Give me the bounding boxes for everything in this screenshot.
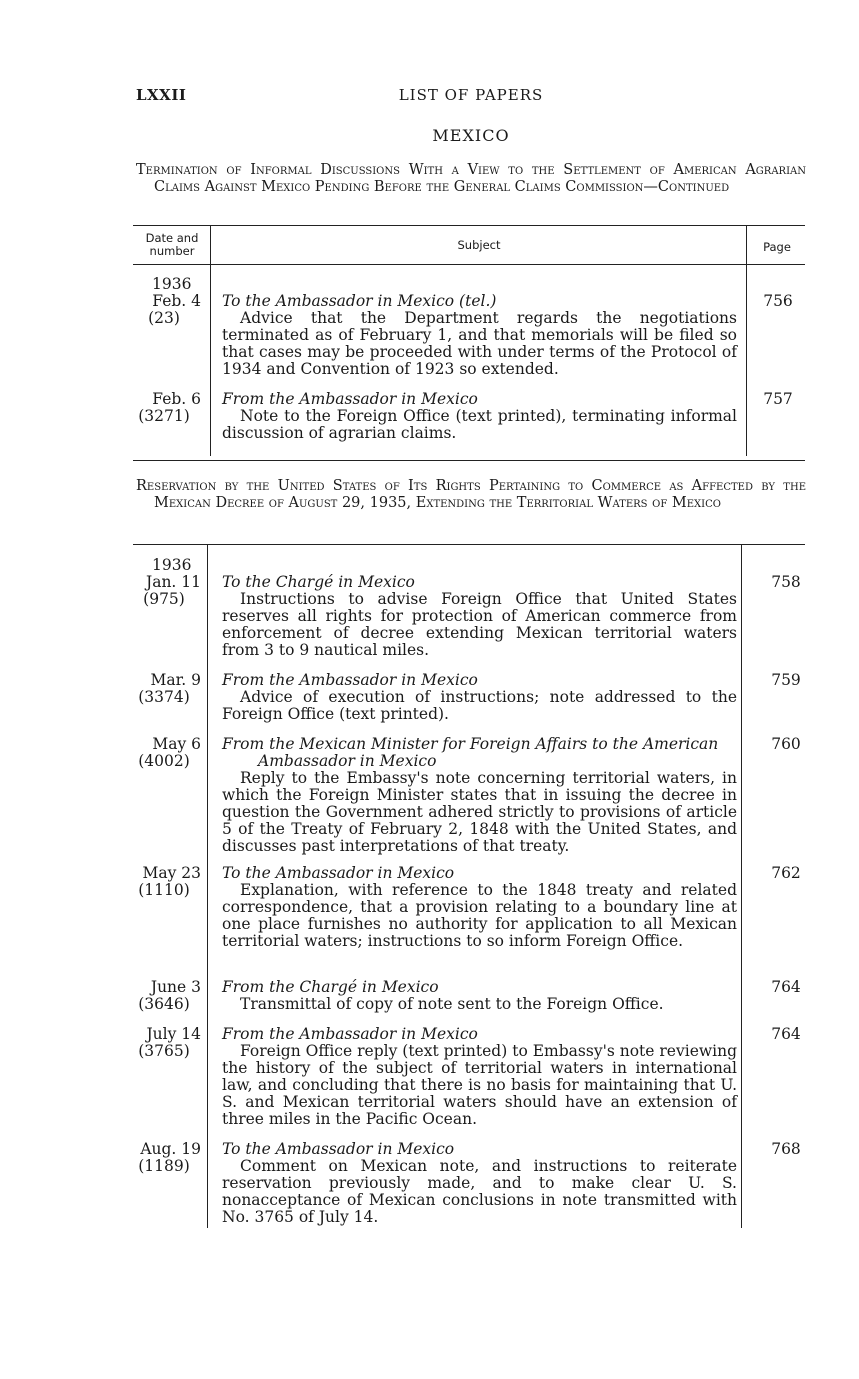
entry-date: June 3 <box>150 978 201 996</box>
page-folio: LXXII <box>136 86 187 104</box>
section-title-agrarian-claims: Termination of Informal Discussions With a View to the Settlement of American Agrarian Claims Against Mexico Pending Before the General Claims Commission—Continued <box>136 162 806 195</box>
entry-description: Explanation, with reference to the 1848 treaty and related correspondence, that a provision relating to a boundary line at one place furnishes no authority for application to all Mexican territorial waters; instructions to so inform Foreign Office. <box>222 881 737 950</box>
table-header-rule <box>133 264 805 265</box>
entry-number: (975) <box>143 590 185 608</box>
entry-description: Note to the Foreign Office (text printed), terminating informal discussion of agrarian claims. <box>222 407 737 442</box>
entry-date: Mar. 9 <box>150 671 201 689</box>
entry-number: (3271) <box>138 407 190 425</box>
entry-heading: To the Ambassador in Mexico (tel.) <box>222 292 497 310</box>
entry-date: Feb. 6 <box>152 390 201 408</box>
year-label: 1936 <box>152 556 192 574</box>
entry-description: Reply to the Embassy's note concerning territorial waters, in which the Foreign Minister states that in issuing the decree in question the Government adhered strictly to provisions of article 5 of the Treaty of February 2, 1848 with the United States, and discusses past interpretations of that treaty. <box>222 769 737 855</box>
entry-number: (23) <box>148 309 180 327</box>
entry-heading: To the Ambassador in Mexico <box>222 1140 455 1158</box>
entry-heading: From the Ambassador in Mexico <box>222 1025 478 1043</box>
entry-subject <box>222 1141 737 1226</box>
entry-subject <box>222 391 737 442</box>
table-top-rule <box>133 225 805 226</box>
section-title-territorial-waters: Reservation by the United States of Its Rights Pertaining to Commerce as Affected by the Mexican Decree of August 29, 1935, Extending the Territorial Waters of Mexico <box>136 478 806 511</box>
entry-heading: To the Chargé in Mexico <box>222 573 415 591</box>
entry-heading: To the Ambassador in Mexico <box>222 864 455 882</box>
entry-heading: From the Ambassador in Mexico <box>222 671 478 689</box>
entry-subject <box>222 672 737 723</box>
column-header-date: Date and number <box>145 231 199 258</box>
section-divider-rule <box>133 460 805 461</box>
entry-subject <box>222 979 737 1013</box>
running-title: LIST OF PAPERS <box>398 86 544 104</box>
column-header-page: Page <box>763 240 791 254</box>
entry-subject <box>222 574 737 659</box>
column-header-subject: Subject <box>457 238 501 252</box>
entry-heading: From the Chargé in Mexico <box>222 978 439 996</box>
country-heading: MEXICO <box>432 126 510 145</box>
entry-heading-continuation: Ambassador in Mexico <box>258 752 437 770</box>
entry-page: 762 <box>771 864 801 882</box>
entry-page: 758 <box>771 573 801 591</box>
entry-subject <box>222 865 737 950</box>
entry-description: Advice of execution of instructions; note addressed to the Foreign Office (text printed). <box>222 688 737 723</box>
entry-date: Feb. 4 <box>152 292 201 310</box>
entry-date: May 6 <box>152 735 201 753</box>
entry-page: 756 <box>763 292 793 310</box>
entry-subject <box>222 293 737 378</box>
entry-heading: From the Ambassador in Mexico <box>222 390 478 408</box>
column-divider-left <box>210 226 211 456</box>
entry-description: Foreign Office reply (text printed) to Embassy's note reviewing the history of the subject of territorial waters in international law, and concluding that there is no basis for maintaining that U. S. and Mexican territorial waters should have an extension of three miles in the Pacific Ocean. <box>222 1042 737 1128</box>
entry-number: (3646) <box>138 995 190 1013</box>
entry-heading <box>222 736 737 770</box>
entry-description: Advice that the Department regards the negotiations terminated as of February 1, and that memorials will be filed so that cases may be proceeded with under terms of the Protocol of 1934 and Convention of 1923 so extended. <box>222 309 737 378</box>
entry-number: (1110) <box>138 881 190 899</box>
column-divider-right <box>746 226 747 456</box>
entry-description: Transmittal of copy of note sent to the Foreign Office. <box>240 995 664 1013</box>
entry-page: 759 <box>771 671 801 689</box>
entry-heading-line: From the Mexican Minister for Foreign Affairs to the American <box>222 735 719 753</box>
entry-date: Aug. 19 <box>140 1140 201 1158</box>
entry-number: (3765) <box>138 1042 190 1060</box>
entry-page: 764 <box>771 1025 801 1043</box>
entry-page: 757 <box>763 390 793 408</box>
entry-description: Comment on Mexican note, and instructions to reiterate reservation previously made, and to make clear U. S. nonacceptance of Mexican conclusions in note transmitted with No. 3765 of July 14. <box>222 1157 737 1226</box>
entry-date: July 14 <box>146 1025 201 1043</box>
column-divider-left <box>207 545 208 1228</box>
entry-subject <box>222 1026 737 1128</box>
entry-date: Jan. 11 <box>145 573 201 591</box>
entry-page: 760 <box>771 735 801 753</box>
table-top-rule <box>133 544 805 545</box>
entry-date: May 23 <box>142 864 201 882</box>
column-divider-right <box>741 545 742 1228</box>
running-head <box>136 86 806 106</box>
entry-page: 768 <box>771 1140 801 1158</box>
entry-number: (3374) <box>138 688 190 706</box>
year-label: 1936 <box>152 275 192 293</box>
entry-number: (1189) <box>138 1157 190 1175</box>
entry-description: Instructions to advise Foreign Office that United States reserves all rights for protection of American commerce from enforcement of decree extending Mexican territorial waters from 3 to 9 nautical miles. <box>222 590 737 659</box>
entry-subject <box>222 736 737 855</box>
entry-page: 764 <box>771 978 801 996</box>
entry-number: (4002) <box>138 752 190 770</box>
